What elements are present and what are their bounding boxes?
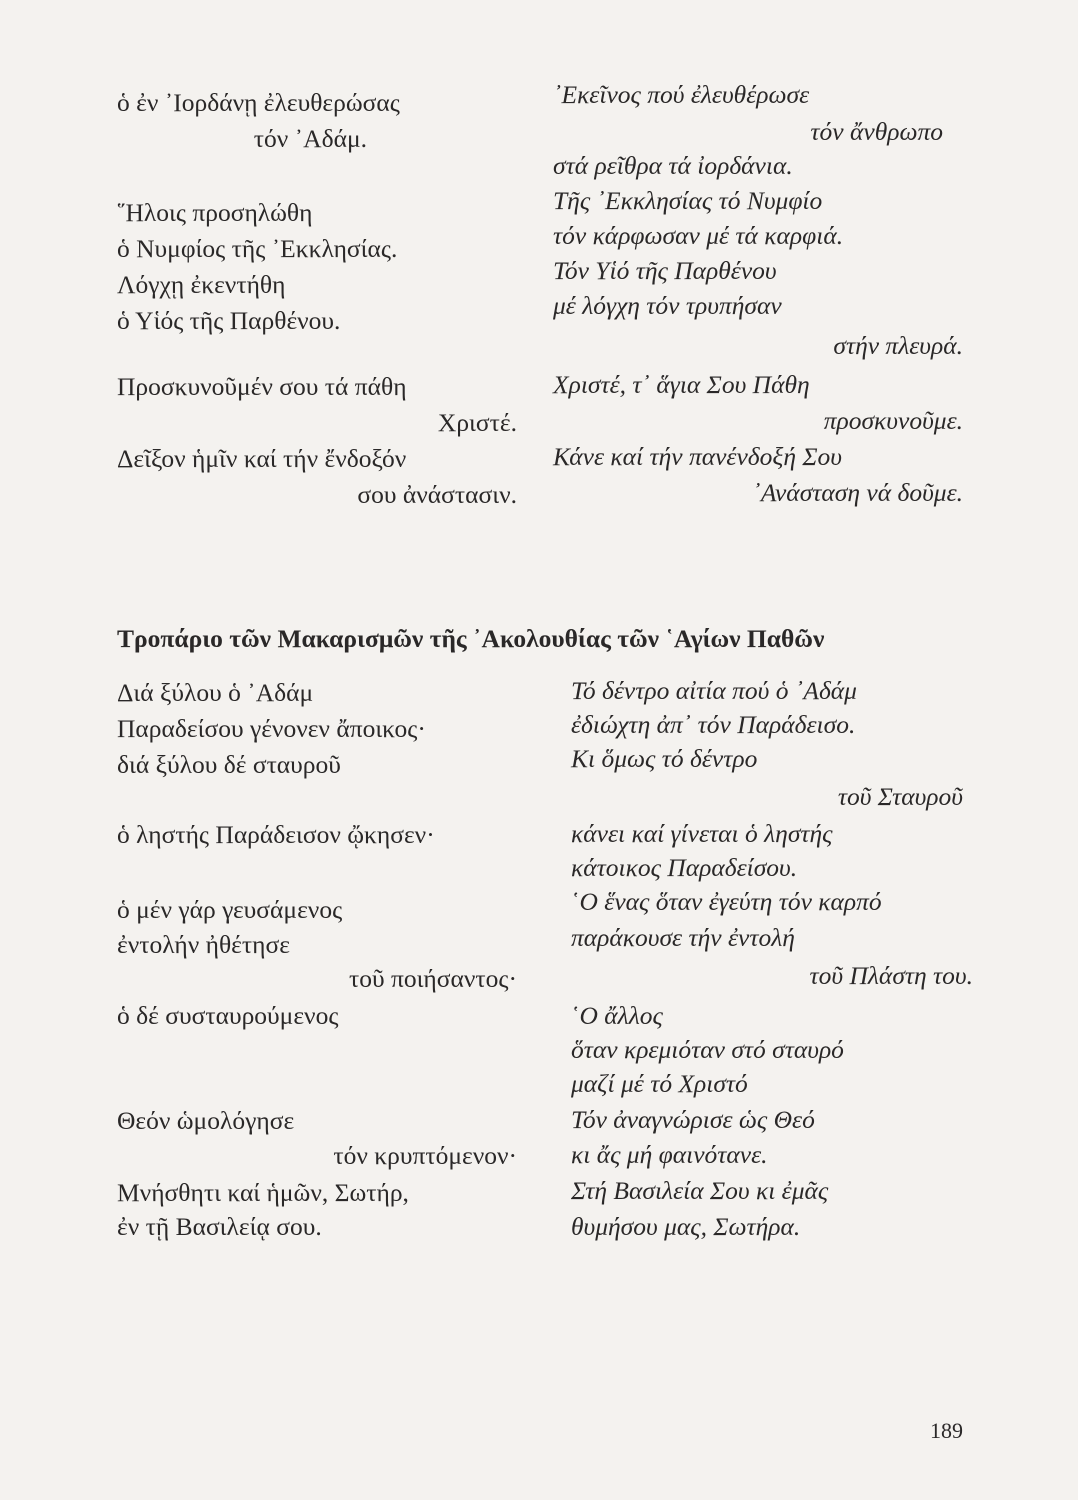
text-line: Παραδείσου γένονεν ἄποικος· (117, 714, 426, 743)
text-line: Προσκυνοῦμέν σου τά πάθη (117, 372, 407, 401)
text-line: Μνήσθητι καί ἡμῶν, Σωτήρ, (117, 1178, 409, 1207)
text-line: ῾Ο ἄλλος (571, 1001, 663, 1030)
text-line: Τῆς ᾿Εκκλησίας τό Νυμφίο (553, 186, 823, 215)
text-line: ᾿Εκεῖνος πού ἐλευθέρωσε (553, 80, 810, 109)
text-line: τοῦ Πλάστη του. (809, 961, 973, 990)
text-line: στήν πλευρά. (833, 331, 963, 360)
text-line: Στή Βασιλεία Σου κι ἐμᾶς (571, 1176, 829, 1205)
text-line: ῾Ο ἕνας ὅταν ἐγεύτη τόν καρπό (571, 887, 882, 916)
text-line: Χριστέ, τ᾿ ἅγια Σου Πάθη (553, 370, 810, 399)
text-line: διά ξύλου δέ σταυροῦ (117, 750, 341, 779)
text-line: στά ρεῖθρα τά ἰορδάνια. (553, 151, 793, 180)
text-line: Θεόν ὡμολόγησε (117, 1106, 295, 1135)
text-line: Χριστέ. (437, 408, 517, 437)
text-line: τοῦ Σταυροῦ (837, 782, 963, 811)
text-line: κάνει καί γίνεται ὁ ληστής (571, 819, 833, 848)
text-line: ἐν τῇ Βασιλείᾳ σου. (117, 1212, 322, 1241)
text-line: μέ λόγχη τόν τρυπήσαν (553, 291, 782, 320)
text-line: παράκουσε τήν ἐντολή (571, 923, 795, 952)
text-line: τόν κάρφωσαν μέ τά καρφιά. (553, 221, 844, 250)
text-line: τόν κρυπτόμενον· (333, 1141, 517, 1170)
text-line: Τό δέντρο αἰτία πού ὁ ᾿Αδάμ (571, 676, 857, 705)
text-line: ἐντολήν ἠθέτησε (117, 930, 290, 959)
section2-right-column (553, 0, 973, 1260)
text-line: Διά ξύλου ὁ ᾿Αδάμ (117, 678, 314, 707)
text-line: ὁ ληστής Παράδεισον ᾤκησεν· (117, 820, 435, 849)
section-heading: Τροπάριο τῶν Μακαρισμῶν τῆς ᾿Ακολουθίας τῶν ῾Αγίων Παθῶν (117, 624, 825, 653)
section2-left-column (117, 0, 517, 1260)
text-line: ἐδιώχτη ἀπ᾿ τόν Παράδεισο. (571, 710, 856, 739)
text-line: Δεῖξον ἡμῖν καί τήν ἔνδοξόν (117, 444, 407, 473)
text-line: ὁ ἐν ᾿Ιορδάνῃ ἐλευθερώσας (117, 88, 400, 117)
text-line: προσκυνοῦμε. (823, 406, 963, 435)
page-number: 189 (930, 1418, 963, 1443)
text-line: ὁ Υἱός τῆς Παρθένου. (117, 306, 341, 335)
text-line: ὁ Νυμφίος τῆς ᾿Εκκλησίας. (117, 234, 398, 263)
text-line: ῞Ηλοις προσηλώθη (117, 198, 313, 227)
text-line: κι ἄς μή φαινότανε. (571, 1140, 768, 1169)
text-line: μαζί μέ τό Χριστό (571, 1069, 748, 1098)
text-line: θυμήσου μας, Σωτήρα. (571, 1212, 801, 1241)
text-line: ὅταν κρεμιόταν στό σταυρό (571, 1035, 844, 1064)
text-line: Τόν Υἱό τῆς Παρθένου (553, 256, 777, 285)
text-line: σου ἀνάστασιν. (357, 480, 517, 509)
text-line: Λόγχῃ ἐκεντήθη (117, 270, 286, 299)
text-line: ὁ μέν γάρ γευσάμενος (117, 895, 343, 924)
text-line: Τόν ἀναγνώρισε ὡς Θεό (571, 1105, 815, 1134)
text-line: τόν ᾿Αδάμ. (253, 124, 367, 153)
text-line: Κι ὅμως τό δέντρο (571, 744, 758, 773)
text-line: ὁ δέ συσταυρούμενος (117, 1001, 339, 1030)
text-line: Κάνε καί τήν πανένδοξή Σου (553, 442, 842, 471)
text-line: ᾿Ανάσταση νά δοῦμε. (752, 478, 963, 507)
text-line: κάτοικος Παραδείσου. (571, 853, 798, 882)
text-line: τοῦ ποιήσαντος· (348, 964, 517, 993)
text-line: τόν ἄνθρωπο (810, 117, 943, 146)
